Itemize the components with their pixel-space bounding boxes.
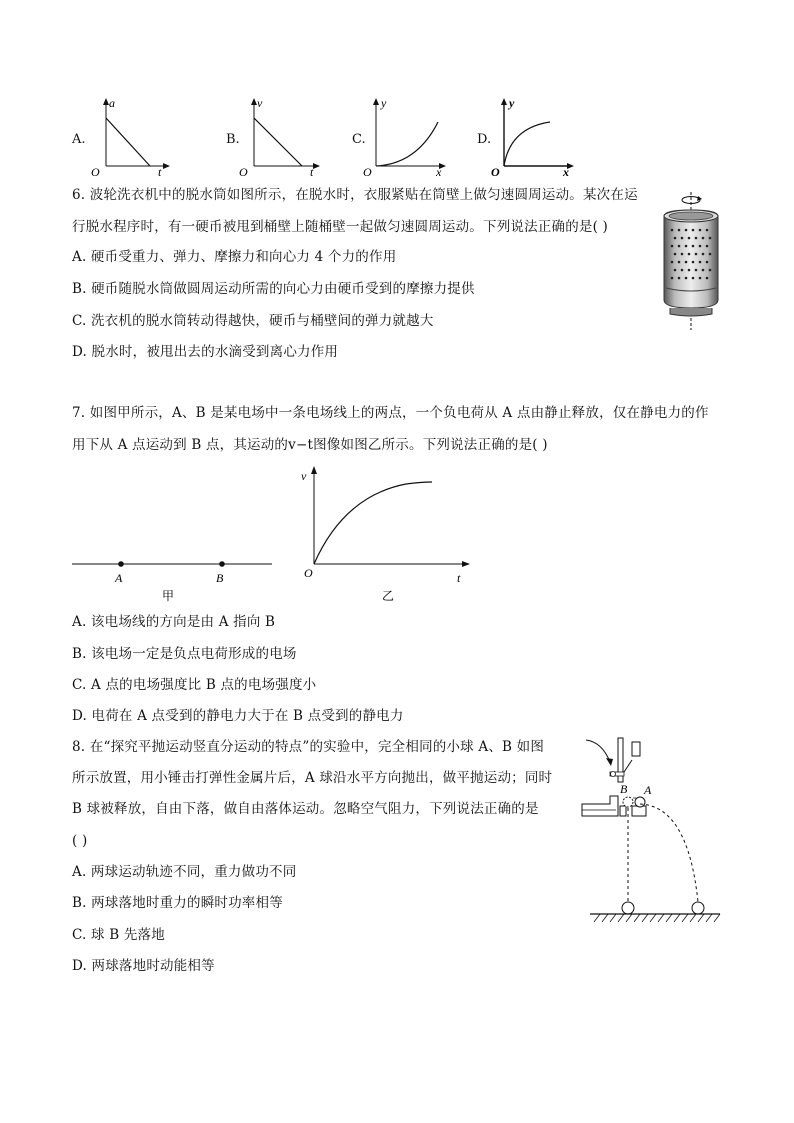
q7-fig-yi [296, 462, 476, 606]
q8-option-a: A. 两球运动轨迹不同，重力做功不同 [72, 864, 297, 880]
q6-option-a: A. 硬币受重力、弹力、摩擦力和向心力 4 个力的作用 [72, 249, 397, 265]
q6-stem-line-2: 行脱水程序时，有一硬币被甩到桶壁上随桶壁一起做匀速圆周运动。下列说法正确的是( ) [72, 219, 609, 235]
q7-fig-yi-x-label: t [457, 571, 461, 585]
q5-graph-d-origin: O [491, 165, 500, 176]
q5-graph-c [362, 94, 454, 176]
q5-graph-a [86, 94, 176, 176]
q6-option-b: B. 硬币随脱水筒做圆周运动所需的向心力由硬币受到的摩擦力提供 [72, 281, 475, 297]
q5-graph-b-x-label: t [310, 165, 314, 176]
q7-stem-line-2: 用下从 A 点运动到 B 点，其运动的v−t图像如图乙所示。下列说法正确的是( ) [72, 437, 548, 453]
q8-ball-b-label: B [620, 782, 628, 796]
q5-graph-d-x-label: x [563, 165, 569, 176]
q6-stem-line-1: 6. 波轮洗衣机中的脱水筒如图所示，在脱水时，衣服紧贴在筒壁上做匀速圆周运动。某次在运 [72, 187, 638, 203]
q7-option-a: A. 该电场线的方向是由 A 指向 B [72, 614, 276, 630]
q8-apparatus-figure [580, 734, 722, 930]
q8-stem-line-2: 所示放置，用小锤击打弹性金属片后，A 球沿水平方向抛出，做平抛运动；同时 [72, 770, 553, 786]
q6-spin-drum-figure [656, 190, 726, 330]
q8-option-b: B. 两球落地时重力的瞬时功率相等 [72, 895, 283, 911]
q5-graph-d [490, 94, 582, 176]
q5-graph-a-x-label: t [158, 165, 162, 176]
q8-option-c: C. 球 B 先落地 [72, 927, 165, 943]
q7-point-a-label: A [115, 571, 123, 585]
q5-option-a-label: A. [72, 132, 86, 147]
q7-option-d: D. 电荷在 A 点受到的静电力大于在 B 点受到的静电力 [72, 708, 404, 724]
q6-option-d: D. 脱水时，被甩出去的水滴受到离心力作用 [72, 344, 339, 360]
q5-graph-b-origin: O [239, 165, 248, 176]
q5-graph-c-x-label: x [436, 165, 442, 176]
q7-fig-yi-origin: O [304, 566, 313, 580]
q7-stem-line-1: 7. 如图甲所示，A、B 是某电场中一条电场线上的两点，一个负电荷从 A 点由静止释放，仅在静电力的作 [72, 405, 709, 421]
q7-point-a-dot [118, 561, 124, 567]
q5-graph-c-y-label: y [381, 96, 387, 110]
q5-graph-b [234, 94, 328, 176]
q5-graph-a-y-label: a [109, 96, 115, 110]
q8-stem-line-3: B 球被释放，自由下落，做自由落体运动。忽略空气阻力，下列说法正确的是 [72, 801, 539, 817]
q8-stem-line-1: 8. 在“探究平抛运动竖直分运动的特点”的实验中，完全相同的小球 A、B 如图 [72, 739, 545, 755]
q7-fig-jia [70, 552, 276, 604]
q5-graph-a-origin: O [91, 165, 100, 176]
q7-point-b-dot [219, 561, 225, 567]
q5-graph-c-origin: O [363, 165, 372, 176]
q5-option-b-label: B. [226, 132, 240, 147]
q7-option-b: B. 该电场一定是负点电荷形成的电场 [72, 646, 297, 662]
q8-ball-a-label: A [644, 783, 652, 797]
q7-fig-jia-caption: 甲 [162, 589, 175, 603]
q8-option-d: D. 两球落地时动能相等 [72, 958, 215, 974]
q7-point-b-label: B [216, 571, 224, 585]
q7-fig-yi-caption: 乙 [382, 589, 395, 603]
q5-graph-d-y-label: y [509, 96, 515, 110]
q6-option-c: C. 洗衣机的脱水筒转动得越快，硬币与桶壁间的弹力就越大 [72, 313, 434, 329]
q5-option-d-label: D. [477, 132, 492, 147]
q7-fig-yi-y-label: v [301, 469, 307, 483]
q8-stem-line-4: ( ) [72, 833, 88, 849]
q5-option-c-label: C. [352, 132, 366, 147]
q5-graph-b-y-label: v [257, 96, 263, 110]
q7-option-c: C. A 点的电场强度比 B 点的电场强度小 [72, 677, 317, 693]
